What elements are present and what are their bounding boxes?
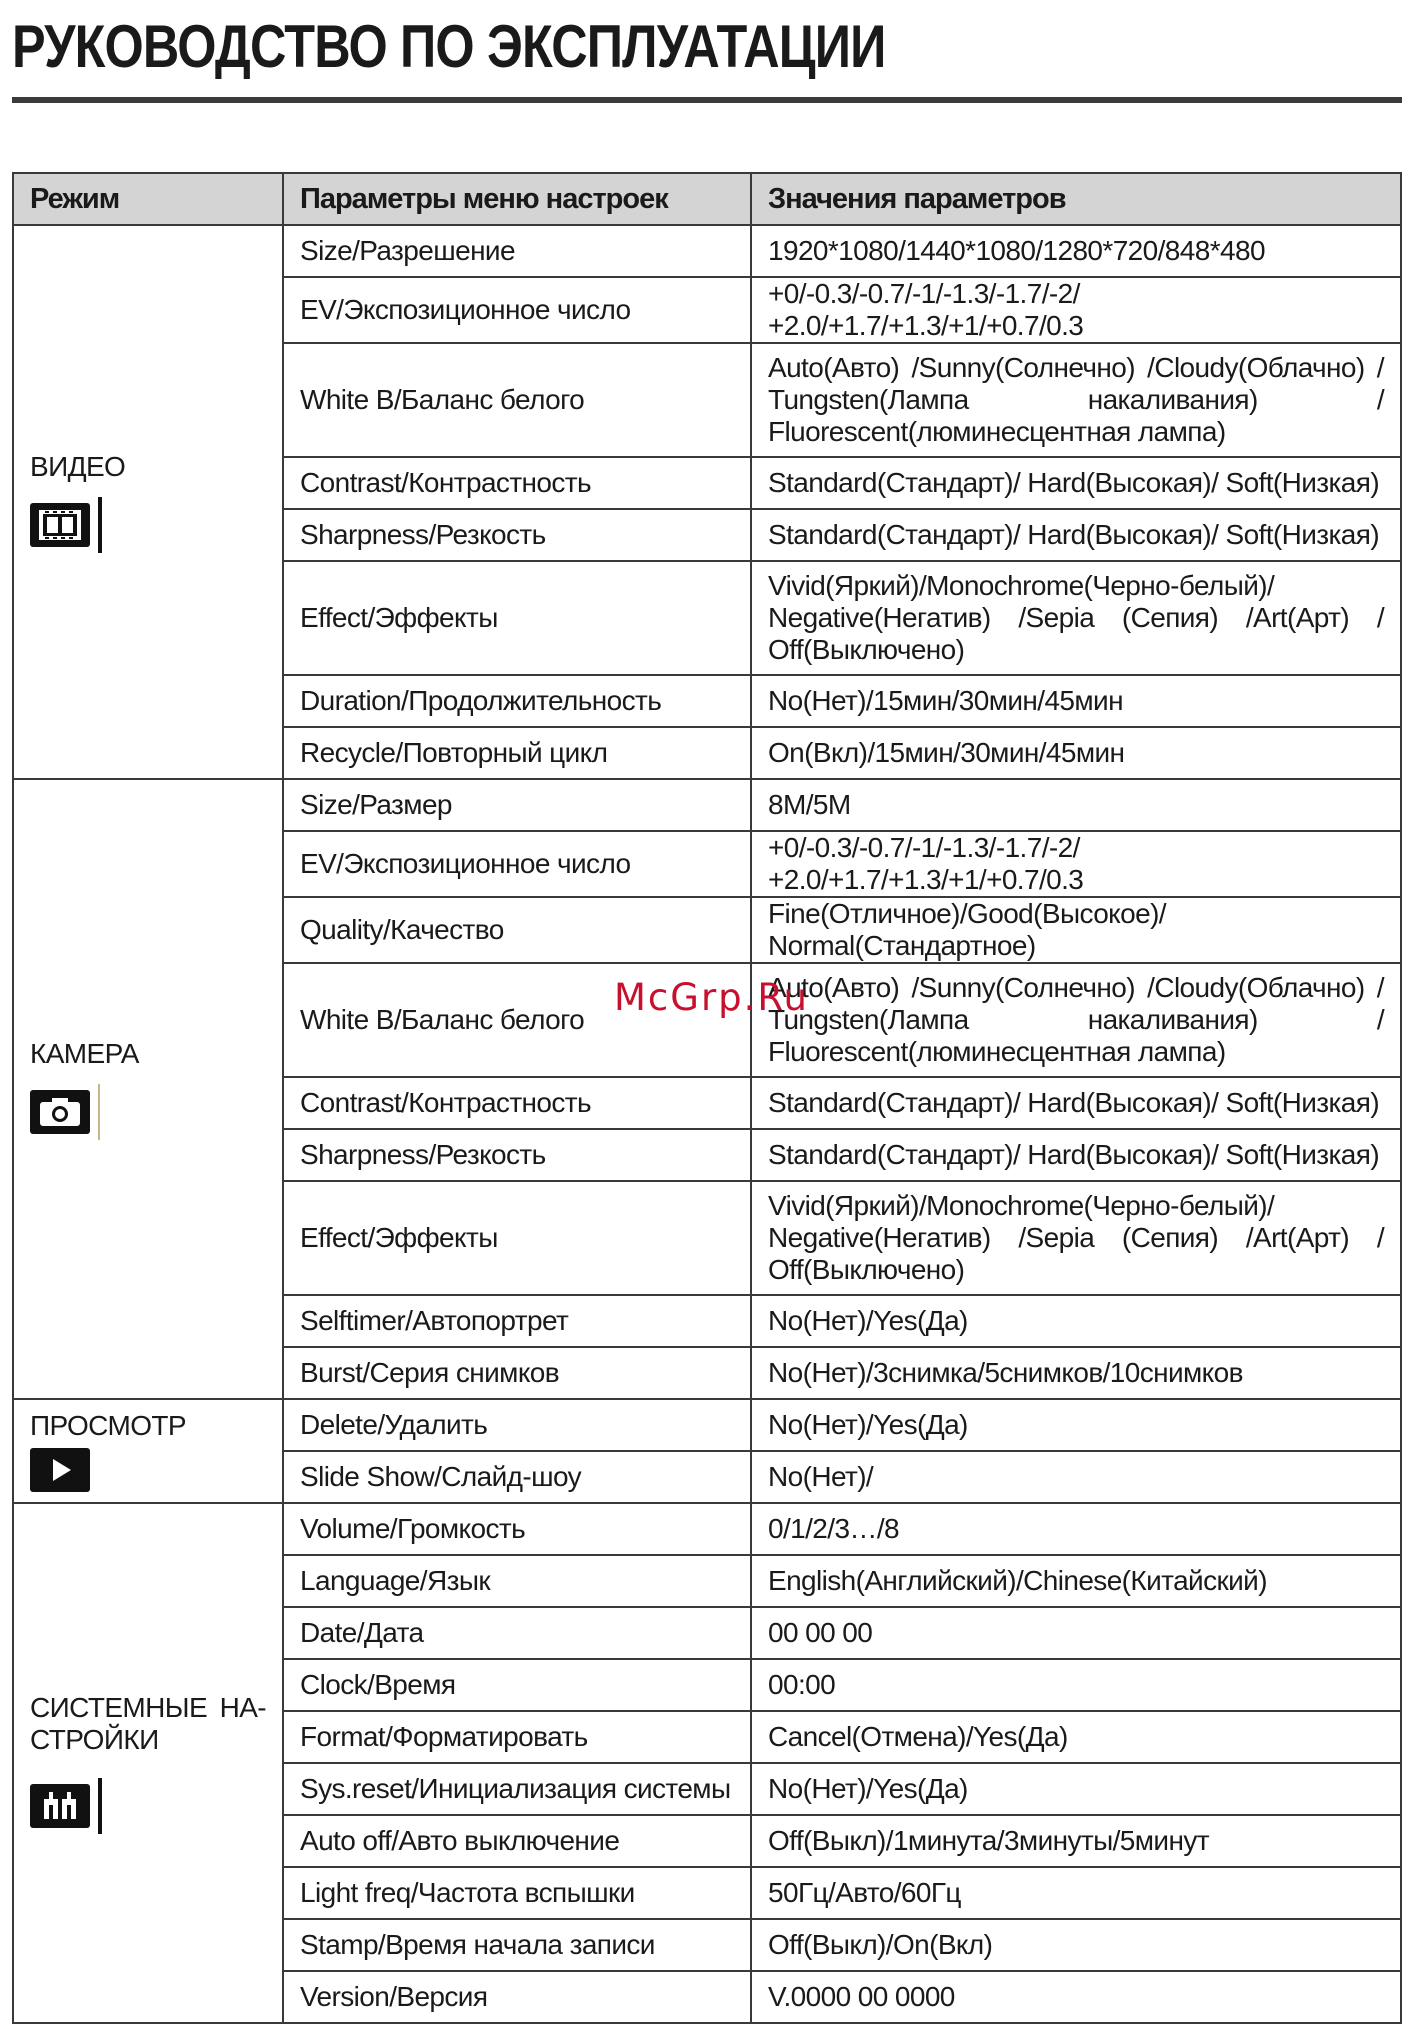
mode-label: СИСТЕМНЫЕ: [30, 1692, 208, 1723]
param-cell: Duration/Продолжительность: [283, 675, 751, 727]
param-cell: Slide Show/Слайд-шоу: [283, 1451, 751, 1503]
value-cell: V.0000 00 0000: [751, 1971, 1401, 2023]
header-values: Значения параметров: [751, 173, 1401, 225]
param-cell: Burst/Серия снимков: [283, 1347, 751, 1399]
settings-table: [12, 172, 1402, 2024]
value-cell: Cancel(Отмена)/Yes(Да): [751, 1711, 1401, 1763]
film-icon: [30, 503, 90, 547]
value-cell: On(Вкл)/15мин/30мин/45мин: [751, 727, 1401, 779]
value-cell: No(Нет)/Yes(Да): [751, 1763, 1401, 1815]
param-cell: Selftimer/Автопортрет: [283, 1295, 751, 1347]
value-cell: Vivid(Яркий)/Monochrome(Черно-белый)/ Negative(Негатив) /Sepia (Сепия) /Art(Арт) / Off(Выключено): [751, 561, 1401, 675]
mode-cell-system: [13, 1503, 283, 2023]
mode-cell-camera: [13, 779, 283, 1399]
camera-icon: [30, 1090, 90, 1134]
table-header-row: [13, 173, 1401, 225]
mode-label-continued: СТРОЙКИ: [30, 1724, 159, 1755]
param-cell: Effect/Эффекты: [283, 1181, 751, 1295]
value-cell: 8M/5M: [751, 779, 1401, 831]
value-cell: 1920*1080/1440*1080/1280*720/848*480: [751, 225, 1401, 277]
value-cell: 00:00: [751, 1659, 1401, 1711]
param-cell: White B/Баланс белого: [283, 963, 751, 1077]
param-cell: Size/Разрешение: [283, 225, 751, 277]
watermark: McGrp.Ru: [614, 976, 809, 1019]
param-cell: Size/Размер: [283, 779, 751, 831]
value-cell: No(Нет)/Yes(Да): [751, 1295, 1401, 1347]
param-cell: Version/Версия: [283, 1971, 751, 2023]
value-cell: No(Нет)/: [751, 1451, 1401, 1503]
value-cell: No(Нет)/Yes(Да): [751, 1399, 1401, 1451]
header-parameters: Параметры меню настроек: [283, 173, 751, 225]
mode-label-hyphen: НА-: [219, 1692, 266, 1723]
value-cell: Standard(Стандарт)/ Hard(Высокая)/ Soft(Низкая): [751, 509, 1401, 561]
header-mode: Режим: [13, 173, 283, 225]
value-cell: Standard(Стандарт)/ Hard(Высокая)/ Soft(Низкая): [751, 1077, 1401, 1129]
param-cell: EV/Экспозиционное число: [283, 277, 751, 343]
param-cell: Sharpness/Резкость: [283, 1129, 751, 1181]
value-cell: 50Гц/Авто/60Гц: [751, 1867, 1401, 1919]
param-cell: Delete/Удалить: [283, 1399, 751, 1451]
param-cell: Language/Язык: [283, 1555, 751, 1607]
param-cell: Quality/Качество: [283, 897, 751, 963]
param-cell: Sharpness/Резкость: [283, 509, 751, 561]
mode-cell-playback: [13, 1399, 283, 1503]
param-cell: Contrast/Контрастность: [283, 457, 751, 509]
param-cell: Contrast/Контрастность: [283, 1077, 751, 1129]
param-cell: Volume/Громкость: [283, 1503, 751, 1555]
value-cell: English(Английский)/Chinese(Китайский): [751, 1555, 1401, 1607]
value-cell: Standard(Стандарт)/ Hard(Высокая)/ Soft(Низкая): [751, 1129, 1401, 1181]
param-cell: Format/Форматировать: [283, 1711, 751, 1763]
param-cell: Clock/Время: [283, 1659, 751, 1711]
value-cell: +0/-0.3/-0.7/-1/-1.3/-1.7/-2/ +2.0/+1.7/+1.3/+1/+0.7/0.3: [751, 277, 1401, 343]
table-row: [13, 779, 1401, 831]
value-cell: Fine(Отличное)/Good(Высокое)/ Normal(Стандартное): [751, 897, 1401, 963]
param-cell: Auto off/Авто выключение: [283, 1815, 751, 1867]
value-cell: Vivid(Яркий)/Monochrome(Черно-белый)/ Negative(Негатив) /Sepia (Сепия) /Art(Арт) / Off(Выключено): [751, 1181, 1401, 1295]
table-row: [13, 1399, 1401, 1451]
value-cell: Auto(Авто) /Sunny(Солнечно) /Cloudy(Облачно) / Tungsten(Лампа накаливания) / Fluorescent(люминесцентная лампа): [751, 963, 1401, 1077]
param-cell: Stamp/Время начала записи: [283, 1919, 751, 1971]
param-cell: Date/Дата: [283, 1607, 751, 1659]
page-title: РУКОВОДСТВО ПО ЭКСПЛУАТАЦИИ: [12, 13, 886, 80]
value-cell: +0/-0.3/-0.7/-1/-1.3/-1.7/-2/ +2.0/+1.7/+1.3/+1/+0.7/0.3: [751, 831, 1401, 897]
param-cell: EV/Экспозиционное число: [283, 831, 751, 897]
mode-label: ВИДЕО: [30, 451, 126, 482]
title-divider: [12, 97, 1402, 103]
value-cell: 00 00 00: [751, 1607, 1401, 1659]
value-cell: Auto(Авто) /Sunny(Солнечно) /Cloudy(Облачно) / Tungsten(Лампа накаливания) / Fluorescent(люминесцентная лампа): [751, 343, 1401, 457]
table-row: [13, 1503, 1401, 1555]
param-cell: Recycle/Повторный цикл: [283, 727, 751, 779]
settings-icon: [30, 1784, 90, 1828]
mode-label: ПРОСМОТР: [30, 1410, 186, 1441]
param-cell: Sys.reset/Инициализация системы: [283, 1763, 751, 1815]
play-icon: [30, 1448, 90, 1492]
value-cell: No(Нет)/3снимка/5снимков/10снимков: [751, 1347, 1401, 1399]
mode-label: КАМЕРА: [30, 1038, 139, 1069]
value-cell: Off(Выкл)/1минута/3минуты/5минут: [751, 1815, 1401, 1867]
table-row: [13, 225, 1401, 277]
value-cell: Off(Выкл)/On(Вкл): [751, 1919, 1401, 1971]
value-cell: No(Нет)/15мин/30мин/45мин: [751, 675, 1401, 727]
value-cell: Standard(Стандарт)/ Hard(Высокая)/ Soft(Низкая): [751, 457, 1401, 509]
param-cell: Effect/Эффекты: [283, 561, 751, 675]
param-cell: White B/Баланс белого: [283, 343, 751, 457]
value-cell: 0/1/2/3…/8: [751, 1503, 1401, 1555]
param-cell: Light freq/Частота вспышки: [283, 1867, 751, 1919]
mode-cell-video: [13, 225, 283, 779]
